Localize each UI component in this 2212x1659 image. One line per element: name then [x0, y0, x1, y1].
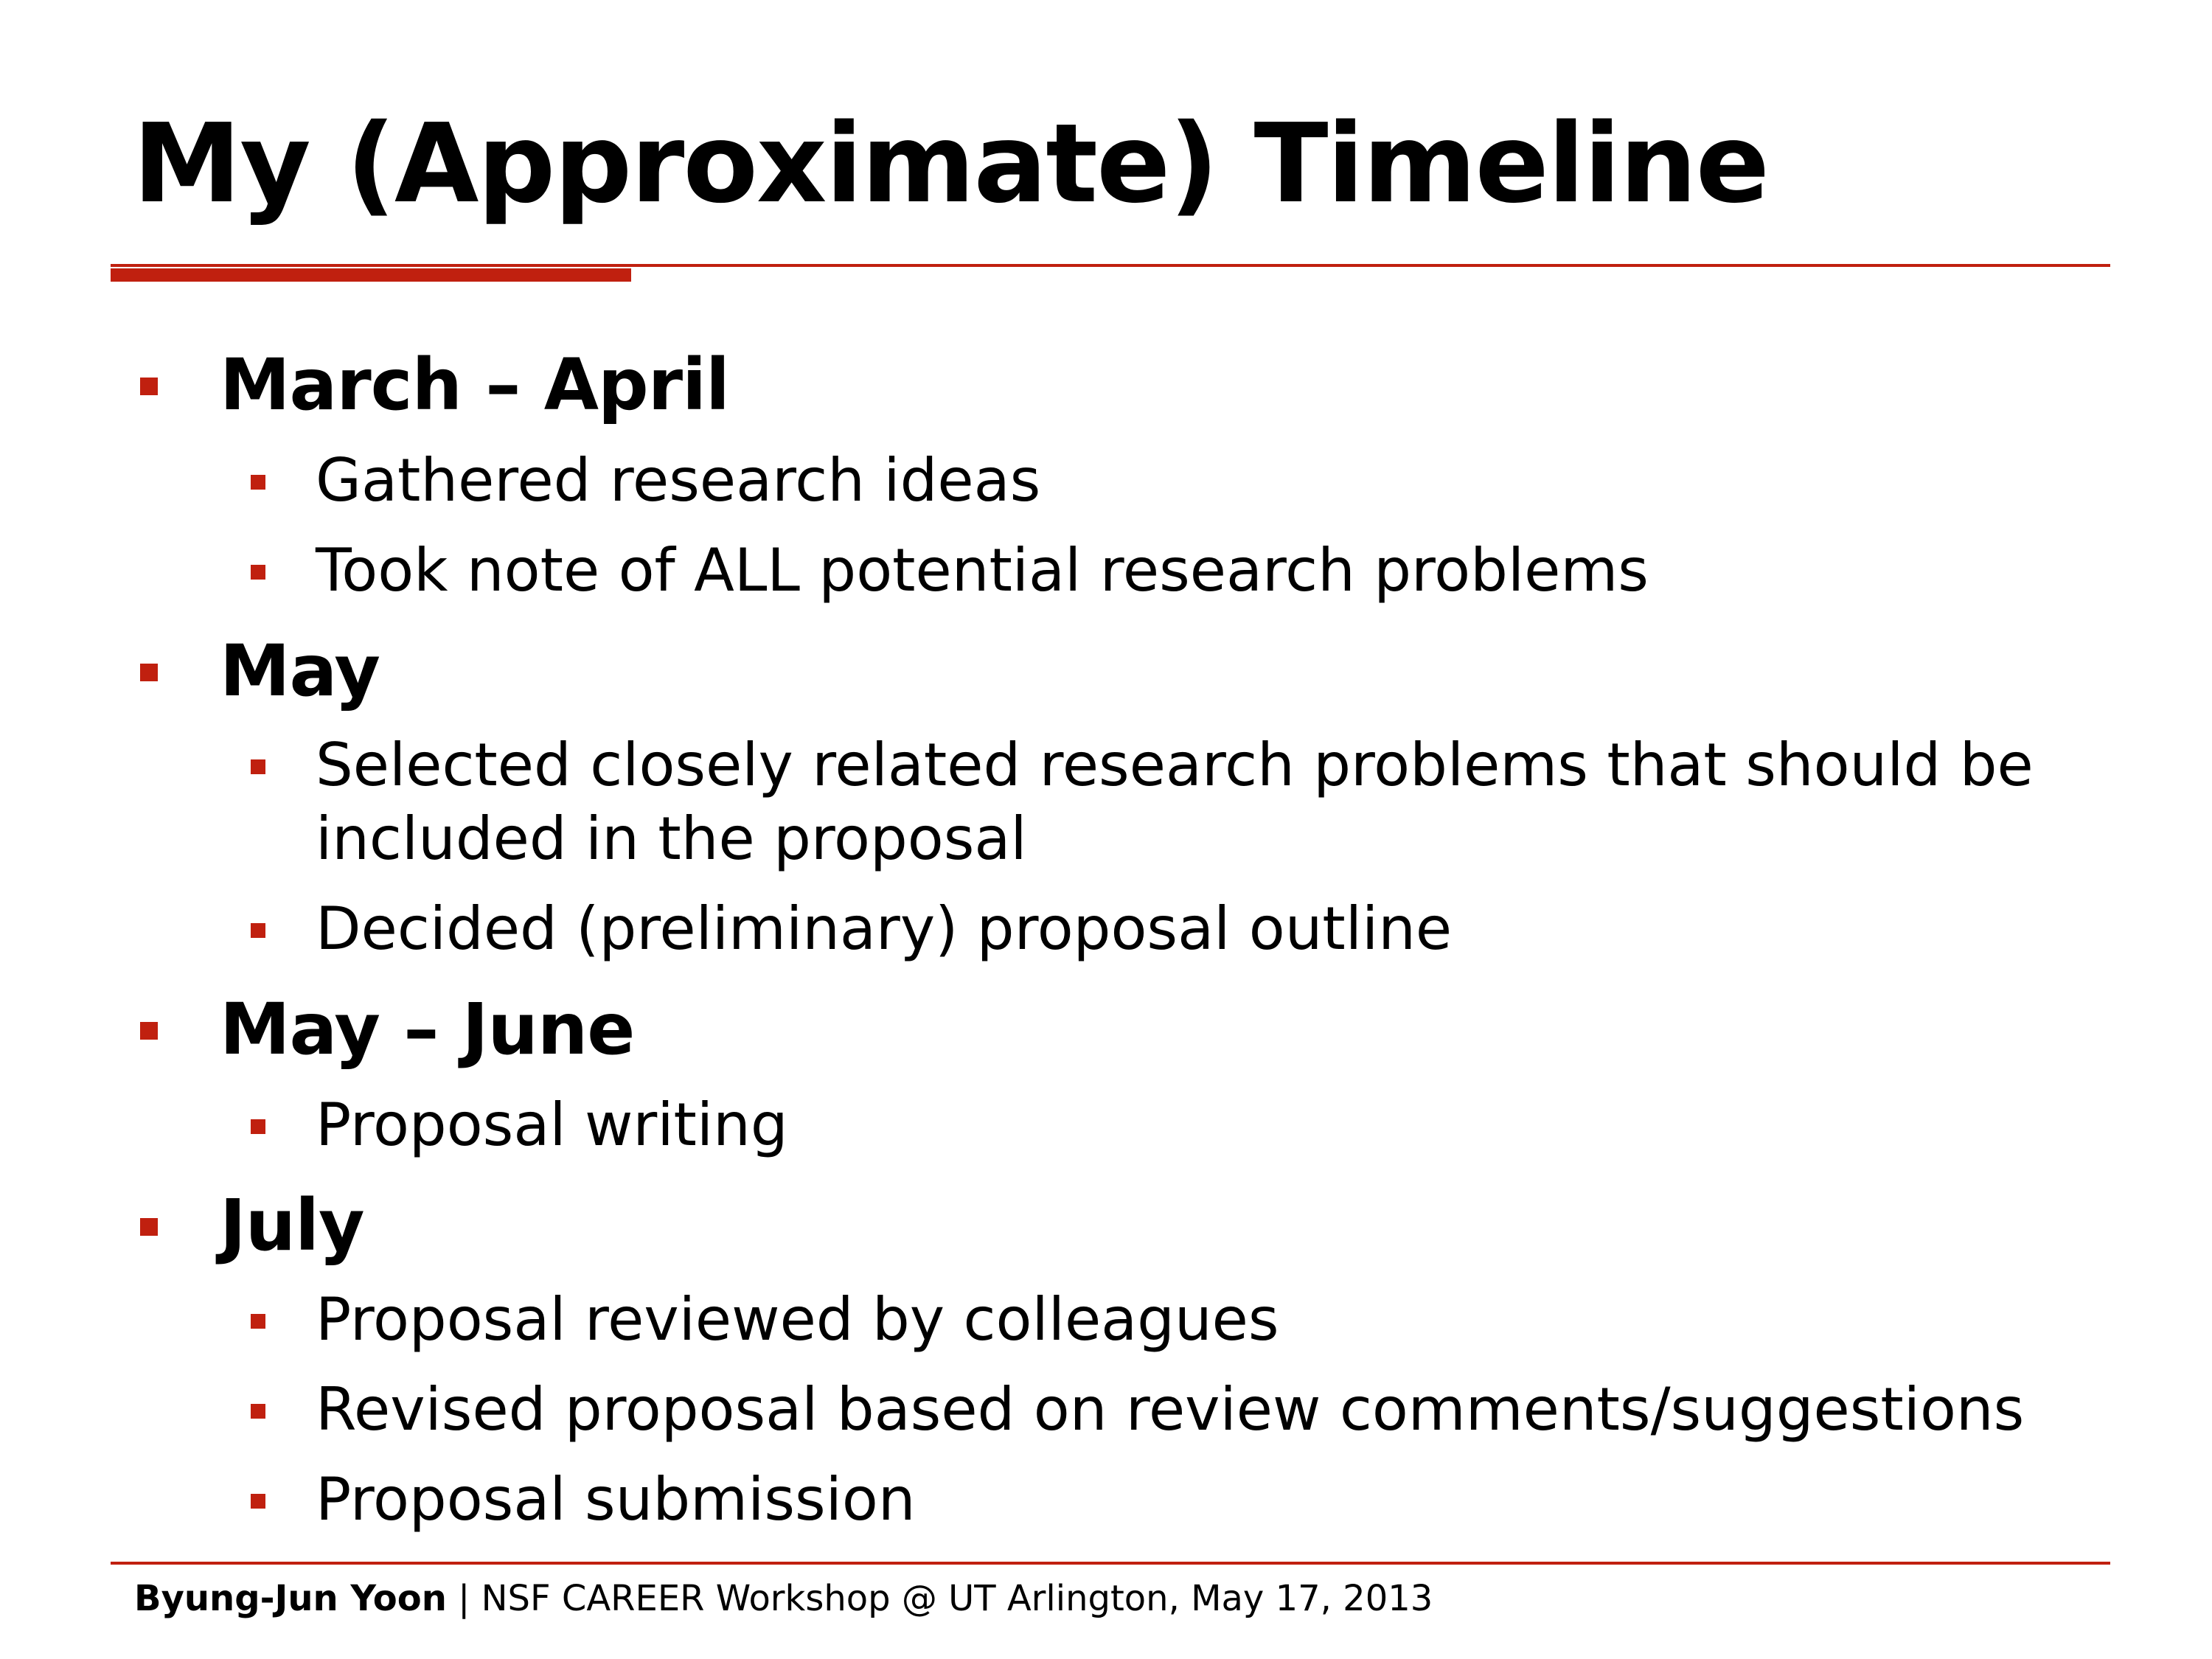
- sub-bullet: [316, 1465, 916, 1534]
- sub-bullet-text: Proposal reviewed by colleagues: [316, 1285, 1279, 1354]
- sub-bullet: [316, 1375, 2025, 1444]
- sub-bullet-text: Selected closely related research problems that should be included in the proposal: [316, 731, 2034, 873]
- square-bullet-icon: [251, 923, 265, 938]
- sub-bullet-text: Revised proposal based on review comments/suggestions: [316, 1375, 2025, 1444]
- sub-bullet: [316, 1091, 788, 1159]
- section-heading-may: [220, 630, 380, 712]
- sub-bullet: [316, 536, 1649, 605]
- footer-divider: [111, 1562, 2110, 1565]
- square-bullet-icon: [140, 1022, 158, 1040]
- sub-bullet-text: Decided (preliminary) proposal outline: [316, 894, 1453, 963]
- square-bullet-icon: [251, 565, 265, 580]
- slide-footer: [134, 1578, 1433, 1621]
- sub-bullet: [316, 1285, 1279, 1354]
- sub-bullet-text: Gathered research ideas: [316, 446, 1041, 515]
- slide-title: My (Approximate) Timeline: [133, 100, 1769, 227]
- sub-bullet: [316, 894, 1453, 963]
- section-heading-text: March – April: [220, 344, 729, 426]
- sub-bullet-text: Proposal writing: [316, 1091, 788, 1159]
- footer-separator: |: [446, 1578, 481, 1619]
- sub-bullet-text: Took note of ALL potential research problems: [316, 536, 1649, 605]
- sub-bullet: [316, 446, 1041, 515]
- square-bullet-icon: [251, 1494, 265, 1509]
- sub-bullet-text: Proposal submission: [316, 1465, 916, 1534]
- section-heading-text: May – June: [220, 988, 635, 1071]
- square-bullet-icon: [251, 1314, 265, 1329]
- square-bullet-icon: [140, 664, 158, 681]
- section-heading-text: July: [220, 1184, 364, 1267]
- section-heading-march-april: [220, 344, 729, 426]
- section-heading-text: May: [220, 630, 380, 712]
- footer-author: Byung-Jun Yoon: [134, 1578, 447, 1619]
- square-bullet-icon: [251, 475, 265, 490]
- section-heading-july: [220, 1184, 364, 1267]
- square-bullet-icon: [251, 1119, 265, 1134]
- square-bullet-icon: [140, 1218, 158, 1236]
- footer-event: NSF CAREER Workshop @ UT Arlington, May 17, 2013: [481, 1578, 1433, 1619]
- square-bullet-icon: [140, 378, 158, 395]
- square-bullet-icon: [251, 759, 265, 774]
- sub-bullet: [316, 728, 2115, 876]
- square-bullet-icon: [251, 1404, 265, 1419]
- section-heading-may-june: [220, 988, 635, 1071]
